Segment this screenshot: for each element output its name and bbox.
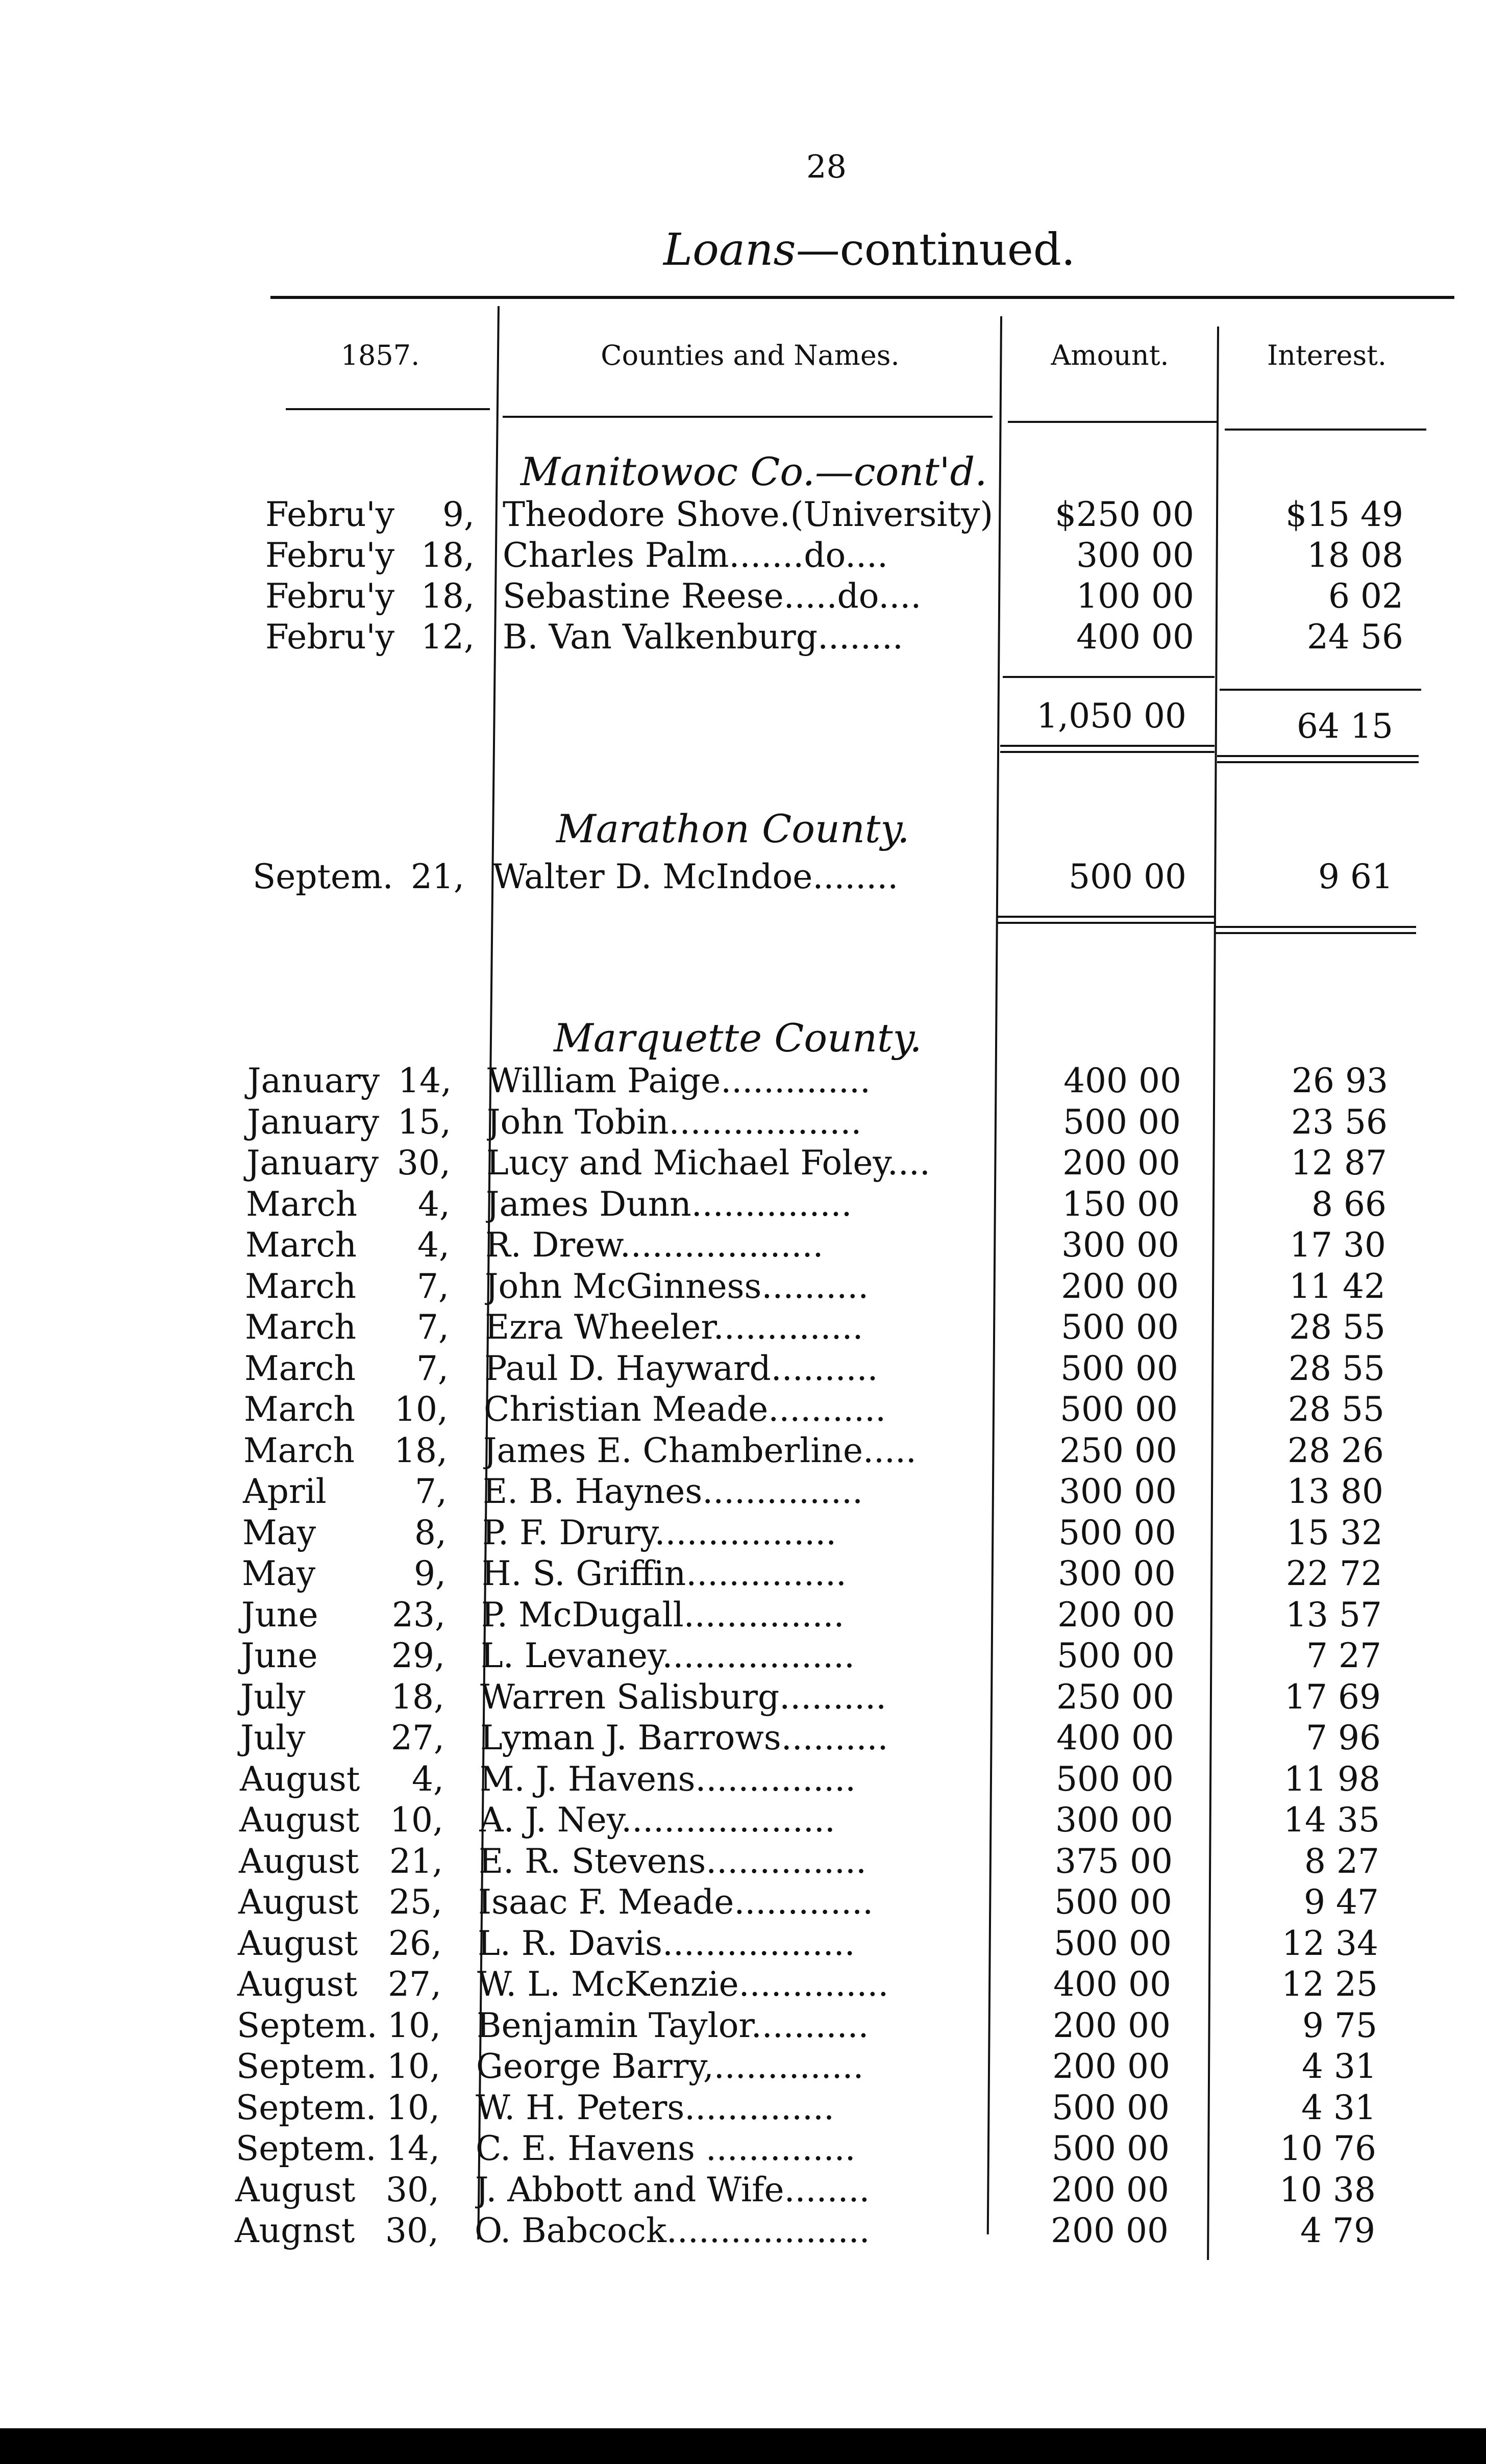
row-amount: 300 00 [1059,1472,1177,1511]
total-double-rule-amount-1 [1000,745,1215,747]
row-amount: 200 00 [1062,1143,1180,1183]
table-row [0,2006,1486,2047]
row-interest: 28 55 [1288,1390,1384,1429]
row-month: Septem. [236,2047,377,2086]
row-interest: 28 55 [1289,1308,1385,1347]
row-amount: 300 00 [1055,1800,1173,1840]
row-interest: 17 69 [1284,1677,1381,1717]
total-double-rule-interest-1 [1217,755,1419,757]
row-name: R. Drew................... [485,1225,824,1265]
row-amount: 200 00 [1053,2006,1171,2045]
row-month: Febru'y [265,576,394,616]
table-row [0,1143,1486,1184]
row-name: J. Abbott and Wife........ [475,2170,870,2209]
row-month: August [238,1924,358,1963]
row-amount: 200 00 [1051,2211,1169,2250]
row-amount: 250 00 [1056,1677,1174,1717]
table-row [0,1554,1486,1595]
row-amount: $250 00 [1055,495,1194,534]
table-row [0,1677,1486,1718]
row-month: January [246,1143,379,1183]
row-name: John Tobin.................. [487,1102,862,1142]
row-day: 4, [412,1759,444,1799]
total-double-rule-interest-2 [1217,761,1419,763]
row-month: July [240,1677,306,1717]
row-month: August [240,1759,360,1799]
row-amount: 150 00 [1062,1185,1180,1224]
row-day: 18, [421,536,475,575]
row-day: 30, [385,2211,439,2250]
row-month: June [241,1595,318,1635]
header-interest: Interest. [1267,339,1387,371]
county-heading-marquette: Marquette County. [554,1015,922,1061]
row-name: O. Babcock................... [475,2211,870,2250]
row-name: Warren Salisburg.......... [480,1677,887,1717]
row-amount: 250 00 [1059,1431,1177,1470]
row-amount: 200 00 [1052,2047,1170,2086]
page-title-italic: Loans [663,224,796,275]
table-row [0,617,1486,658]
row-month: August [239,1842,359,1881]
row-day: 9, [442,495,475,534]
row-month: May [242,1513,316,1552]
row-month: Septem. [236,2129,377,2168]
row-name: C. E. Havens .............. [476,2129,856,2168]
row-day: 9, [414,1554,446,1593]
row-day: 27, [391,1718,444,1757]
total-double-rule-amount-2 [1000,751,1215,753]
row-interest: 12 25 [1281,1965,1378,2004]
page-number: 28 [806,148,847,185]
row-month: May [242,1554,316,1593]
row-day: 23, [392,1595,445,1635]
header-rule-names [503,416,993,418]
row-day: 10, [390,1800,443,1840]
row-amount: 300 00 [1076,536,1194,575]
row-name: P. F. Drury................. [482,1513,837,1552]
table-row [0,1225,1486,1266]
row-month: Febru'y [265,617,394,657]
table-row [0,1965,1486,2005]
table-row [0,1308,1486,1348]
table-row [0,1882,1486,1923]
county-heading-manitowoc: Manitowoc Co.—cont'd. [521,449,987,494]
row-name: Christian Meade........... [484,1390,886,1429]
table-row [0,1759,1486,1800]
row-interest: 15 32 [1286,1513,1383,1552]
row-name: Paul D. Hayward.......... [484,1349,878,1388]
row-interest: 10 38 [1279,2170,1376,2209]
table-row [0,1102,1486,1143]
row-month: August [239,1800,360,1840]
table-row [0,1061,1486,1102]
row-interest: 9 75 [1302,2006,1377,2045]
row-name: Isaac F. Meade............. [478,1882,874,1922]
row-interest: 17 30 [1290,1225,1386,1265]
row-month: August [235,2170,356,2209]
row-name: E. B. Haynes............... [483,1472,863,1511]
row-interest: 8 66 [1311,1185,1386,1224]
county-heading-marathon: Marathon County. [556,806,910,851]
row-interest: 4 31 [1302,2047,1377,2086]
row-amount: 500 00 [1052,2129,1170,2168]
table-row [0,1924,1486,1965]
row-month: March [245,1225,357,1265]
row-amount: 375 00 [1055,1842,1173,1881]
marathon-double-rule-interest-1 [1215,926,1416,928]
row-amount: 500 00 [1054,1882,1172,1922]
row-interest: 8 27 [1304,1842,1379,1881]
row-month: June [241,1636,318,1675]
row-interest: 28 55 [1289,1349,1385,1388]
page-title-rest: —continued. [796,224,1076,275]
table-row [0,2211,1486,2252]
subtotal-amount: 1,050 00 [1036,696,1186,736]
row-interest: $15 49 [1285,495,1403,534]
header-top-rule [270,296,1454,299]
row-day: 21, [389,1842,443,1881]
row-month: Febru'y [265,495,394,534]
table-row [0,2129,1486,2170]
row-month: April [243,1472,327,1511]
table-row [0,1267,1486,1308]
table-row [0,1636,1486,1677]
table-row [0,1390,1486,1430]
row-name: Charles Palm.......do.... [503,536,888,575]
marathon-double-rule-amount-2 [998,922,1215,924]
row-interest: 6 02 [1328,576,1403,616]
table-row [0,857,1486,898]
row-day: 8, [414,1513,447,1552]
row-day: 7, [417,1308,449,1347]
row-month: March [245,1267,356,1306]
row-day: 14, [386,2129,440,2168]
row-day: 29, [391,1636,445,1675]
row-month: January [247,1061,380,1100]
row-amount: 400 00 [1076,617,1194,657]
header-year: 1857. [340,339,420,371]
table-row [0,2088,1486,2129]
row-interest: 18 08 [1307,536,1403,575]
row-month: July [240,1718,306,1757]
row-month: Augnst [235,2211,355,2250]
table-row [0,1472,1486,1513]
row-interest: 23 56 [1291,1102,1388,1142]
row-interest: 22 72 [1286,1554,1382,1593]
table-row [0,1349,1486,1390]
row-name: M. J. Havens............... [480,1759,856,1799]
page-title [663,224,1075,275]
table-row [0,576,1486,617]
row-interest: 11 42 [1289,1267,1385,1306]
row-amount: 400 00 [1053,1965,1171,2004]
table-row [0,1718,1486,1759]
row-month: January [247,1102,380,1142]
row-name: James Dunn............... [486,1185,852,1224]
row-interest: 13 80 [1287,1472,1383,1511]
row-month: Septem. [253,857,393,896]
row-day: 4, [417,1225,450,1265]
row-interest: 9 61 [1318,857,1393,896]
row-interest: 9 47 [1304,1882,1379,1922]
marathon-double-rule-interest-2 [1215,932,1416,934]
subtotal-interest: 64 15 [1297,707,1393,746]
row-amount: 500 00 [1057,1636,1175,1675]
row-day: 14, [398,1061,452,1100]
row-interest: 13 57 [1285,1595,1382,1635]
row-name: William Paige.............. [487,1061,871,1100]
row-interest: 28 26 [1287,1431,1384,1470]
row-day: 15, [398,1102,451,1142]
header-names: Counties and Names. [601,339,900,371]
row-amount: 300 00 [1061,1225,1179,1265]
row-month: August [238,1882,359,1922]
row-month: March [243,1431,355,1470]
row-month: March [245,1308,356,1347]
row-name: James E. Chamberline..... [483,1431,917,1470]
row-day: 18, [391,1677,444,1717]
table-row [0,1595,1486,1636]
row-interest: 12 87 [1291,1143,1387,1183]
header-rule-year [286,408,490,410]
row-amount: 500 00 [1061,1308,1179,1347]
row-interest: 26 93 [1292,1061,1388,1100]
row-month: March [246,1185,357,1224]
row-day: 27, [388,1965,441,2004]
row-amount: 500 00 [1063,1102,1181,1142]
row-name: A. J. Ney.................... [479,1800,835,1840]
row-name: E. R. Stevens............... [479,1842,866,1881]
row-name: John McGinness.......... [485,1267,869,1306]
row-interest: 11 98 [1284,1759,1380,1799]
subtotal-rule-interest [1220,689,1421,691]
row-name: P. McDugall............... [481,1595,845,1635]
row-amount: 500 00 [1058,1513,1176,1552]
subtotal-rule-amount [1003,676,1215,678]
table-row [0,1842,1486,1882]
row-month: August [237,1965,358,2004]
row-name: Theodore Shove.(University) [503,495,994,534]
row-day: 26, [388,1924,442,1963]
row-day: 10, [387,2047,440,2086]
row-amount: 400 00 [1063,1061,1181,1100]
row-day: 10, [394,1390,448,1429]
row-amount: 500 00 [1060,1390,1178,1429]
row-amount: 200 00 [1051,2170,1169,2209]
row-amount: 200 00 [1061,1267,1179,1306]
row-month: March [244,1349,356,1388]
row-name: Sebastine Reese.....do.... [503,576,922,616]
table-row [0,536,1486,576]
row-day: 7, [416,1349,449,1388]
table-row [0,2047,1486,2088]
header-rule-interest [1225,429,1426,431]
row-interest: 4 79 [1300,2211,1375,2250]
row-amount: 500 00 [1056,1759,1174,1799]
row-day: 30, [397,1143,451,1183]
row-amount: 500 00 [1069,857,1186,896]
scan-edge-band [0,2428,1486,2464]
row-interest: 10 76 [1280,2129,1376,2168]
row-day: 21, [411,857,464,896]
row-day: 18, [421,576,475,616]
header-rule-amount [1008,421,1217,423]
table-row [0,1185,1486,1225]
row-amount: 500 00 [1052,2088,1170,2127]
row-day: 12, [421,617,475,657]
row-month: Septem. [236,2088,377,2127]
table-row [0,1800,1486,1841]
row-day: 7, [417,1267,449,1306]
row-interest: 4 31 [1301,2088,1376,2127]
row-name: W. H. Peters.............. [476,2088,834,2127]
table-row [0,1513,1486,1554]
row-amount: 100 00 [1076,576,1194,616]
row-interest: 7 27 [1306,1636,1381,1675]
row-day: 10, [386,2088,440,2127]
row-amount: 300 00 [1058,1554,1176,1593]
row-name: B. Van Valkenburg........ [503,617,903,657]
row-name: Lucy and Michael Foley.... [486,1143,930,1183]
row-day: 4, [418,1185,450,1224]
table-row [0,1431,1486,1472]
row-month: March [244,1390,355,1429]
row-amount: 200 00 [1057,1595,1175,1635]
row-day: 18, [394,1431,448,1470]
table-row [0,2170,1486,2211]
row-month: Febru'y [265,536,394,575]
row-day: 30, [386,2170,439,2209]
row-interest: 24 56 [1307,617,1403,657]
row-day: 25, [389,1882,442,1922]
row-name: George Barry,.............. [476,2047,864,2086]
table-row [0,495,1486,536]
row-month: Septem. [237,2006,378,2045]
marathon-double-rule-amount-1 [998,916,1215,918]
row-amount: 500 00 [1060,1349,1178,1388]
row-name: Walter D. McIndoe........ [492,857,899,896]
row-name: Benjamin Taylor........... [477,2006,869,2045]
row-name: Ezra Wheeler.............. [485,1308,863,1347]
row-name: L. R. Davis.................. [478,1924,855,1963]
row-interest: 14 35 [1283,1800,1380,1840]
row-amount: 400 00 [1056,1718,1174,1757]
row-interest: 12 34 [1282,1924,1378,1963]
row-amount: 500 00 [1054,1924,1172,1963]
header-amount: Amount. [1051,339,1169,371]
row-day: 10, [387,2006,441,2045]
row-name: Lyman J. Barrows.......... [480,1718,888,1757]
row-name: H. S. Griffin............... [482,1554,847,1593]
row-interest: 7 96 [1306,1718,1381,1757]
row-name: W. L. McKenzie.............. [477,1965,889,2004]
row-day: 7, [415,1472,447,1511]
row-name: L. Levaney.................. [481,1636,855,1675]
